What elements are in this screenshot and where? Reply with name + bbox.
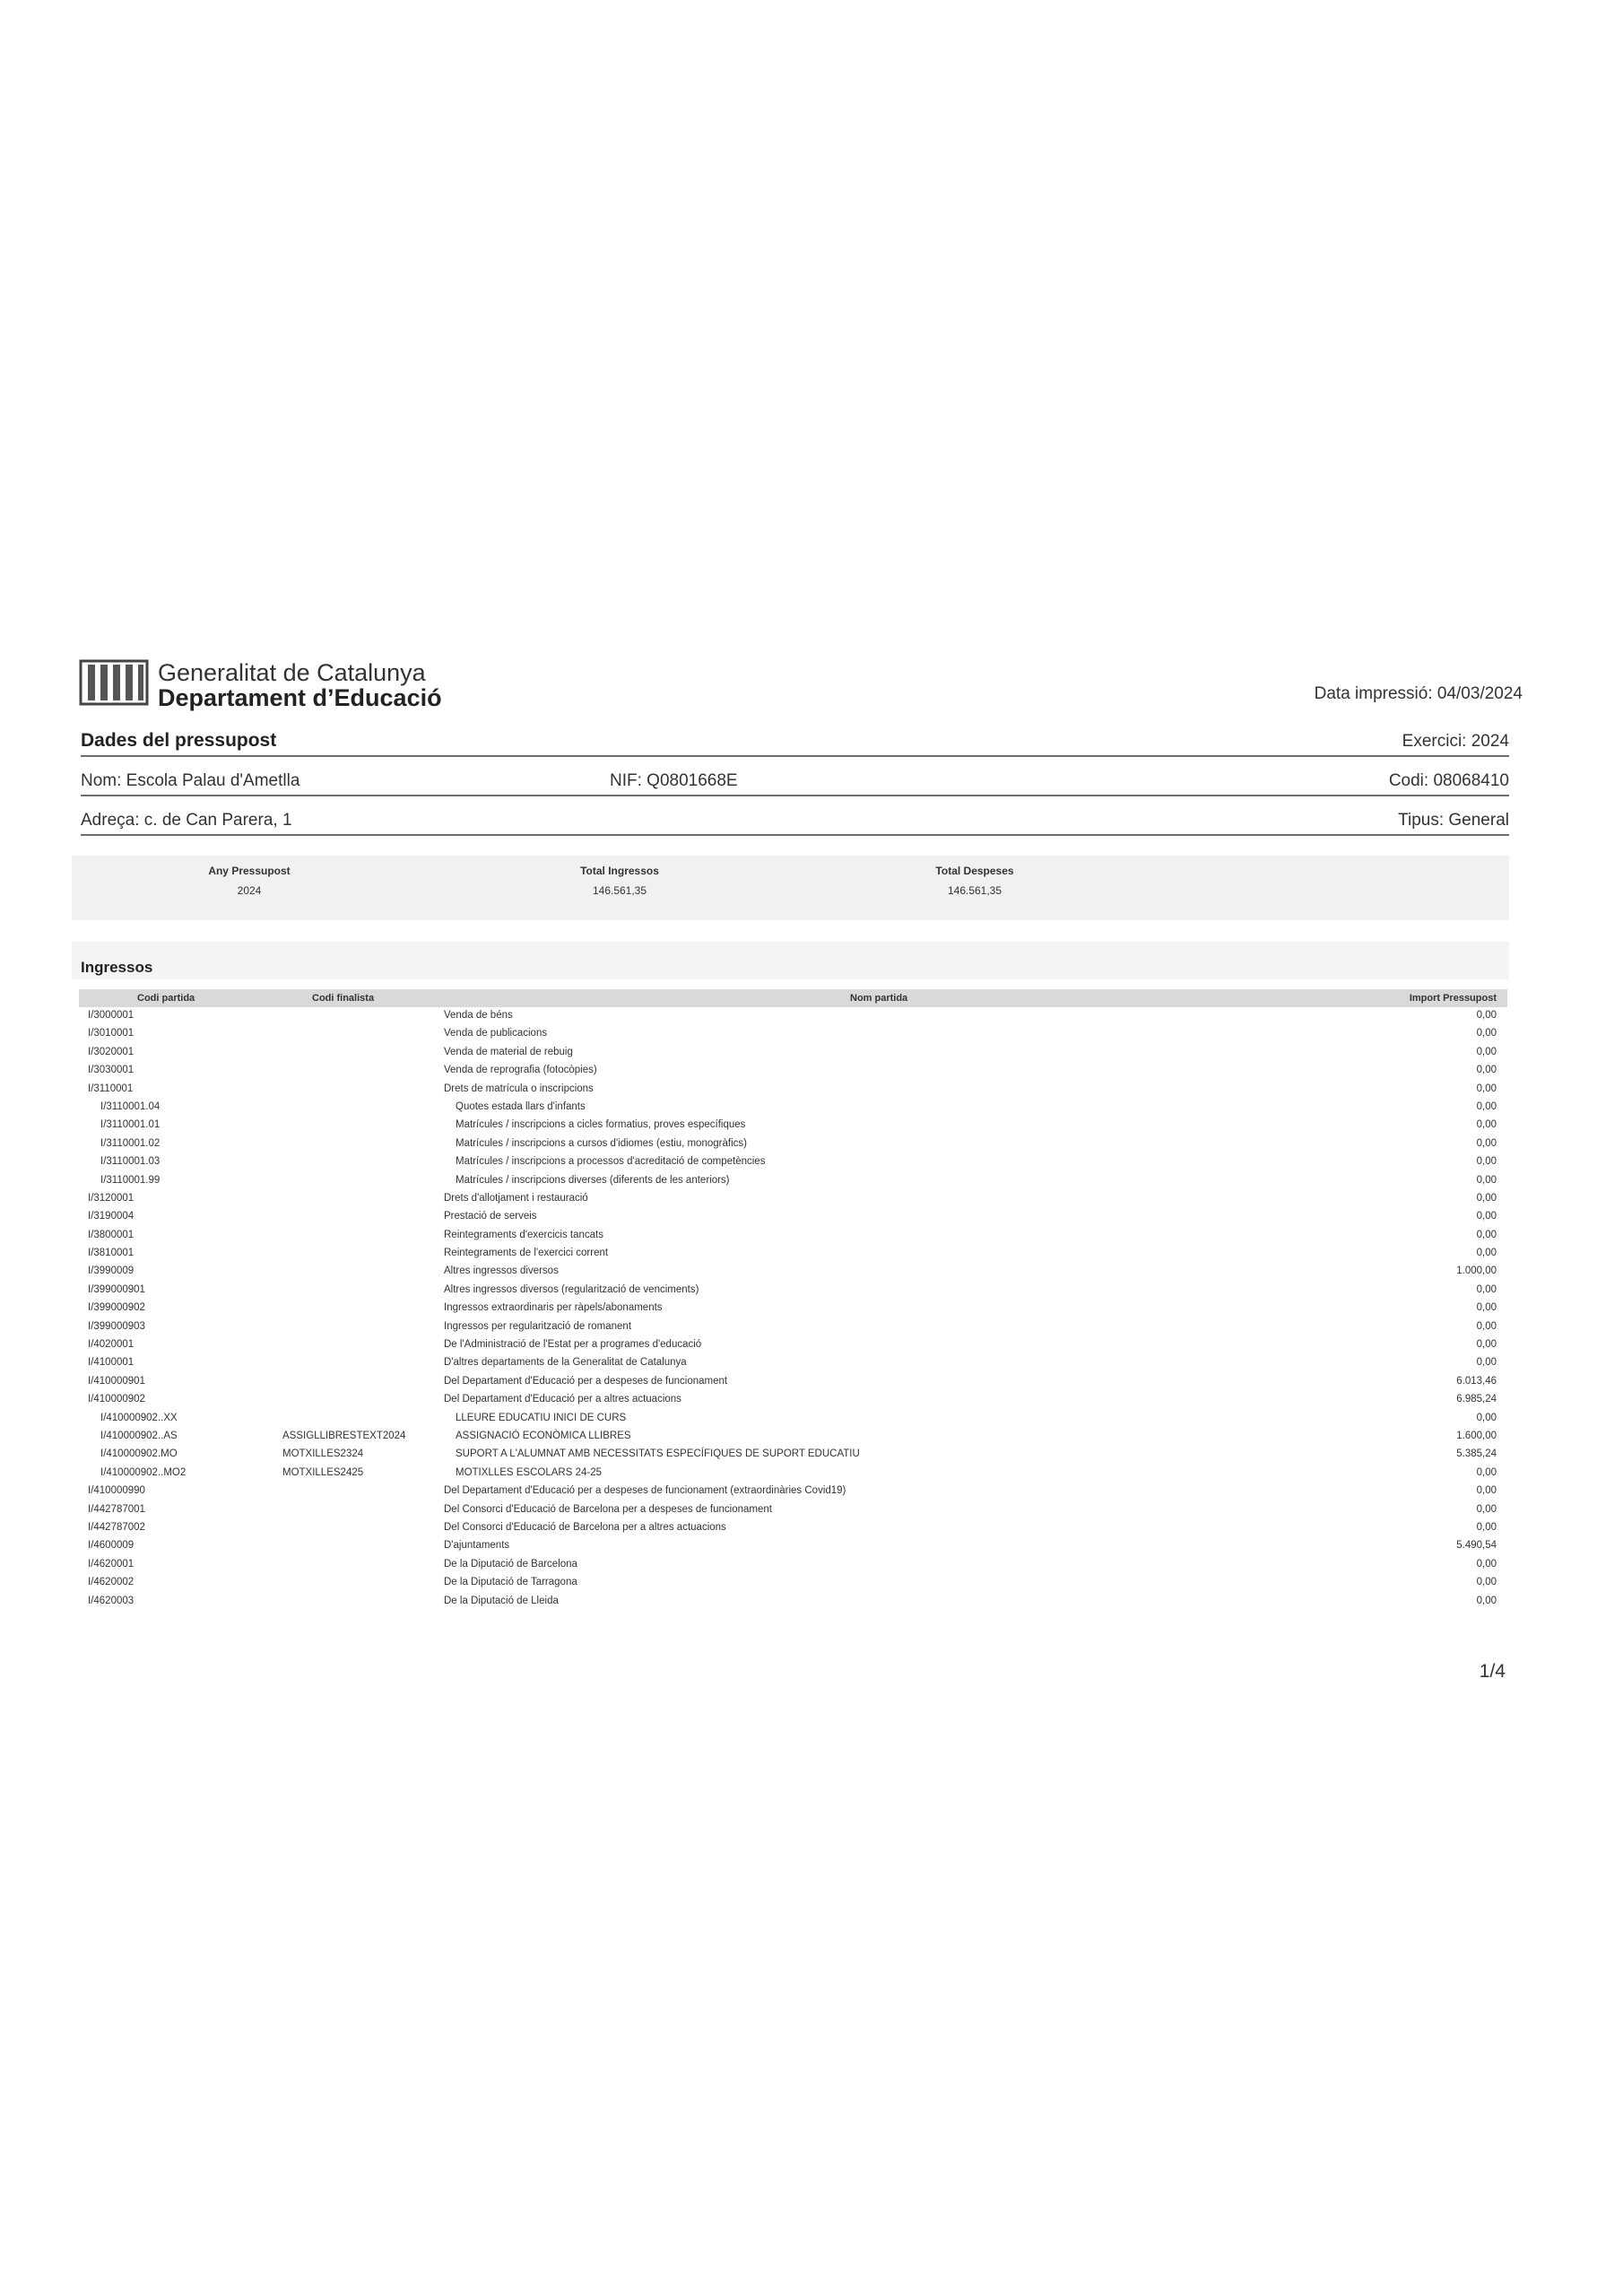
table-body xyxy=(79,1007,1507,1611)
table-row xyxy=(79,1099,1507,1117)
table-row xyxy=(79,1190,1507,1208)
table-row xyxy=(79,1135,1507,1153)
row-import: 0,00 xyxy=(1476,1046,1497,1057)
row-codi-partida: I/410000902..MO2 xyxy=(100,1466,187,1478)
row-nom-partida: Altres ingressos diversos xyxy=(444,1265,559,1277)
row-nom-partida: Ingressos extraordinaris per ràpels/abonaments xyxy=(444,1302,663,1314)
row-import: 1.600,00 xyxy=(1456,1430,1497,1441)
table-row xyxy=(79,1300,1507,1318)
row-codi-partida: I/3110001.01 xyxy=(100,1119,161,1131)
row-import: 0,00 xyxy=(1476,1065,1497,1076)
row-codi-partida: I/3190004 xyxy=(88,1211,135,1222)
summary-ingressos-label: Total Ingressos xyxy=(580,865,659,877)
summary-any xyxy=(142,865,357,897)
org-name: Generalitat de Catalunya xyxy=(158,659,426,686)
row-codi-partida: I/3020001 xyxy=(88,1046,135,1057)
row-nom-partida: Del Consorci d'Educació de Barcelona per a altres actuacions xyxy=(444,1521,726,1533)
info-line-title xyxy=(81,728,1509,757)
section-title: Ingressos xyxy=(81,959,153,976)
table-row xyxy=(79,1336,1507,1354)
table-row xyxy=(79,1062,1507,1080)
school-code: Codi: 08068410 xyxy=(1388,771,1509,790)
ingressos-table xyxy=(79,989,1507,1611)
summary-despeses-label: Total Despeses xyxy=(935,865,1014,877)
school-name: Nom: Escola Palau d'Ametlla xyxy=(81,771,300,790)
nif: NIF: Q0801668E xyxy=(610,771,738,790)
table-row xyxy=(79,1354,1507,1372)
row-import: 0,00 xyxy=(1476,1211,1497,1222)
row-import: 5.385,24 xyxy=(1456,1448,1497,1460)
table-row xyxy=(79,1172,1507,1190)
table-row xyxy=(79,1245,1507,1263)
summary-ingressos xyxy=(512,865,727,897)
row-codi-partida: I/3110001.99 xyxy=(100,1174,161,1186)
section-band xyxy=(72,942,1509,979)
row-codi-partida: I/442787001 xyxy=(88,1503,145,1515)
row-nom-partida: Matrícules / inscripcions diverses (diferents de les anteriors) xyxy=(456,1174,730,1186)
row-nom-partida: SUPORT A L'ALUMNAT AMB NECESSITATS ESPECÍFIQUES DE SUPORT EDUCATIU xyxy=(456,1448,860,1460)
row-codi-partida: I/3000001 xyxy=(88,1010,135,1021)
address: Adreça: c. de Can Parera, 1 xyxy=(81,811,292,830)
row-codi-partida: I/3110001.02 xyxy=(100,1137,161,1149)
exercici: Exercici: 2024 xyxy=(1402,732,1509,751)
table-row xyxy=(79,1483,1507,1500)
row-nom-partida: Reintegraments d'exercicis tancats xyxy=(444,1229,603,1240)
row-codi-partida: I/3120001 xyxy=(88,1192,135,1204)
row-nom-partida: MOTIXLLES ESCOLARS 24-25 xyxy=(456,1466,602,1478)
row-import: 0,00 xyxy=(1476,1174,1497,1186)
summary-despeses-value: 146.561,35 xyxy=(947,884,1002,897)
row-codi-partida: I/410000902..XX xyxy=(100,1412,178,1423)
table-row xyxy=(79,1593,1507,1611)
table-row xyxy=(79,1117,1507,1135)
table-row xyxy=(79,1081,1507,1099)
row-codi-partida: I/4620002 xyxy=(88,1577,135,1588)
table-row xyxy=(79,1263,1507,1281)
row-codi-partida: I/410000902..AS xyxy=(100,1430,178,1441)
summary-despeses xyxy=(867,865,1082,897)
row-import: 0,00 xyxy=(1476,1320,1497,1332)
row-nom-partida: Venda de reprografia (fotocòpies) xyxy=(444,1065,597,1076)
row-import: 0,00 xyxy=(1476,1010,1497,1021)
row-codi-partida: I/410000902.MO xyxy=(100,1448,178,1460)
row-nom-partida: Reintegraments de l'exercici corrent xyxy=(444,1248,609,1259)
row-nom-partida: D'altres departaments de la Generalitat de Catalunya xyxy=(444,1357,687,1369)
table-row xyxy=(79,1208,1507,1226)
table-row xyxy=(79,1025,1507,1043)
row-nom-partida: LLEURE EDUCATIU INICI DE CURS xyxy=(456,1412,627,1423)
row-import: 0,00 xyxy=(1476,1137,1497,1149)
department-name: Departament d’Educació xyxy=(158,684,442,711)
document-title: Dades del pressupost xyxy=(81,730,277,751)
row-nom-partida: Venda de publicacions xyxy=(444,1028,548,1039)
summary-any-label: Any Pressupost xyxy=(208,865,291,877)
table-row xyxy=(79,1282,1507,1300)
table-header xyxy=(79,989,1507,1007)
row-import: 0,00 xyxy=(1476,1100,1497,1112)
row-codi-partida: I/3800001 xyxy=(88,1229,135,1240)
row-codi-partida: I/410000902 xyxy=(88,1394,145,1405)
table-row xyxy=(79,1044,1507,1062)
table-row xyxy=(79,1446,1507,1464)
table-row xyxy=(79,1501,1507,1519)
row-import: 0,00 xyxy=(1476,1302,1497,1314)
row-import: 5.490,54 xyxy=(1456,1540,1497,1552)
row-nom-partida: De l'Administració de l'Estat per a programes d'educació xyxy=(444,1339,702,1351)
table-row xyxy=(79,1318,1507,1336)
table-row xyxy=(79,1574,1507,1592)
row-nom-partida: De la Diputació de Lleida xyxy=(444,1595,559,1606)
row-codi-partida: I/399000902 xyxy=(88,1302,145,1314)
summary-band xyxy=(72,856,1509,920)
table-row xyxy=(79,1465,1507,1483)
row-nom-partida: Prestació de serveis xyxy=(444,1211,537,1222)
table-row xyxy=(79,1428,1507,1446)
row-codi-partida: I/3810001 xyxy=(88,1248,135,1259)
row-nom-partida: De la Diputació de Barcelona xyxy=(444,1558,577,1570)
row-nom-partida: Del Departament d'Educació per a despeses de funcionament (extraordinàries Covid19) xyxy=(444,1485,846,1497)
row-import: 6.985,24 xyxy=(1456,1394,1497,1405)
header-codi-partida: Codi partida xyxy=(137,993,195,1004)
table-row xyxy=(79,1373,1507,1391)
row-import: 0,00 xyxy=(1476,1412,1497,1423)
table-row xyxy=(79,1227,1507,1245)
row-import: 0,00 xyxy=(1476,1577,1497,1588)
row-codi-partida: I/4100001 xyxy=(88,1357,135,1369)
row-codi-partida: I/3030001 xyxy=(88,1065,135,1076)
info-line-adreca xyxy=(81,807,1509,836)
row-import: 0,00 xyxy=(1476,1595,1497,1606)
row-codi-finalista: ASSIGLLIBRESTEXT2024 xyxy=(282,1430,406,1441)
row-nom-partida: Drets de matrícula o inscripcions xyxy=(444,1083,594,1094)
row-nom-partida: Drets d'allotjament i restauració xyxy=(444,1192,588,1204)
row-codi-partida: I/3010001 xyxy=(88,1028,135,1039)
row-import: 0,00 xyxy=(1476,1028,1497,1039)
row-import: 0,00 xyxy=(1476,1503,1497,1515)
summary-any-value: 2024 xyxy=(237,884,262,897)
row-codi-partida: I/410000990 xyxy=(88,1485,145,1497)
row-codi-partida: I/399000903 xyxy=(88,1320,145,1332)
page-number: 1/4 xyxy=(1479,1661,1506,1682)
row-codi-partida: I/3110001.03 xyxy=(100,1156,161,1168)
row-nom-partida: De la Diputació de Tarragona xyxy=(444,1577,577,1588)
row-codi-partida: I/4600009 xyxy=(88,1540,135,1552)
row-import: 0,00 xyxy=(1476,1558,1497,1570)
table-row xyxy=(79,1556,1507,1574)
table-row xyxy=(79,1153,1507,1171)
row-import: 0,00 xyxy=(1476,1357,1497,1369)
row-import: 0,00 xyxy=(1476,1083,1497,1094)
table-row xyxy=(79,1410,1507,1428)
row-import: 0,00 xyxy=(1476,1339,1497,1351)
table-row xyxy=(79,1537,1507,1555)
row-import: 0,00 xyxy=(1476,1283,1497,1295)
row-nom-partida: Matrícules / inscripcions a processos d'acreditació de competències xyxy=(456,1156,766,1168)
row-import: 0,00 xyxy=(1476,1466,1497,1478)
table-row xyxy=(79,1519,1507,1537)
header-import-pressupost: Import Pressupost xyxy=(1409,993,1497,1004)
row-import: 0,00 xyxy=(1476,1156,1497,1168)
row-nom-partida: Matrícules / inscripcions a cicles formatius, proves específiques xyxy=(456,1119,746,1131)
row-codi-partida: I/3110001 xyxy=(88,1083,134,1094)
row-nom-partida: Altres ingressos diversos (regularització de venciments) xyxy=(444,1283,699,1295)
row-nom-partida: Quotes estada llars d'infants xyxy=(456,1100,586,1112)
print-date: Data impressió: 04/03/2024 xyxy=(1314,684,1523,703)
table-row xyxy=(79,1391,1507,1409)
row-import: 0,00 xyxy=(1476,1229,1497,1240)
header-codi-finalista: Codi finalista xyxy=(312,993,375,1004)
tipus: Tipus: General xyxy=(1398,811,1509,830)
generalitat-logo-icon xyxy=(79,659,149,706)
row-codi-partida: I/4020001 xyxy=(88,1339,135,1351)
row-codi-partida: I/3110001.04 xyxy=(100,1100,161,1112)
row-codi-partida: I/3990009 xyxy=(88,1265,135,1277)
row-nom-partida: Ingressos per regularització de romanent xyxy=(444,1320,632,1332)
row-import: 6.013,46 xyxy=(1456,1375,1497,1387)
row-import: 0,00 xyxy=(1476,1192,1497,1204)
row-nom-partida: Del Departament d'Educació per a altres actuacions xyxy=(444,1394,681,1405)
summary-ingressos-value: 146.561,35 xyxy=(592,884,647,897)
row-nom-partida: Venda de material de rebuig xyxy=(444,1046,573,1057)
row-nom-partida: Venda de béns xyxy=(444,1010,513,1021)
row-codi-partida: I/4620003 xyxy=(88,1595,135,1606)
row-nom-partida: D'ajuntaments xyxy=(444,1540,510,1552)
row-import: 0,00 xyxy=(1476,1119,1497,1131)
row-nom-partida: Matrícules / inscripcions a cursos d'idiomes (estiu, monogràfics) xyxy=(456,1137,747,1149)
row-import: 0,00 xyxy=(1476,1248,1497,1259)
row-codi-partida: I/410000901 xyxy=(88,1375,145,1387)
row-codi-finalista: MOTXILLES2324 xyxy=(282,1448,364,1460)
row-codi-partida: I/4620001 xyxy=(88,1558,135,1570)
row-nom-partida: ASSIGNACIÓ ECONÒMICA LLIBRES xyxy=(456,1430,631,1441)
row-import: 0,00 xyxy=(1476,1485,1497,1497)
info-line-nom xyxy=(81,768,1509,796)
row-nom-partida: Del Consorci d'Educació de Barcelona per a despeses de funcionament xyxy=(444,1503,772,1515)
row-nom-partida: Del Departament d'Educació per a despeses de funcionament xyxy=(444,1375,728,1387)
row-codi-finalista: MOTXILLES2425 xyxy=(282,1466,364,1478)
table-row xyxy=(79,1007,1507,1025)
row-import: 0,00 xyxy=(1476,1521,1497,1533)
row-codi-partida: I/442787002 xyxy=(88,1521,145,1533)
header-nom-partida: Nom partida xyxy=(850,993,908,1004)
row-import: 1.000,00 xyxy=(1456,1265,1497,1277)
row-codi-partida: I/399000901 xyxy=(88,1283,145,1295)
